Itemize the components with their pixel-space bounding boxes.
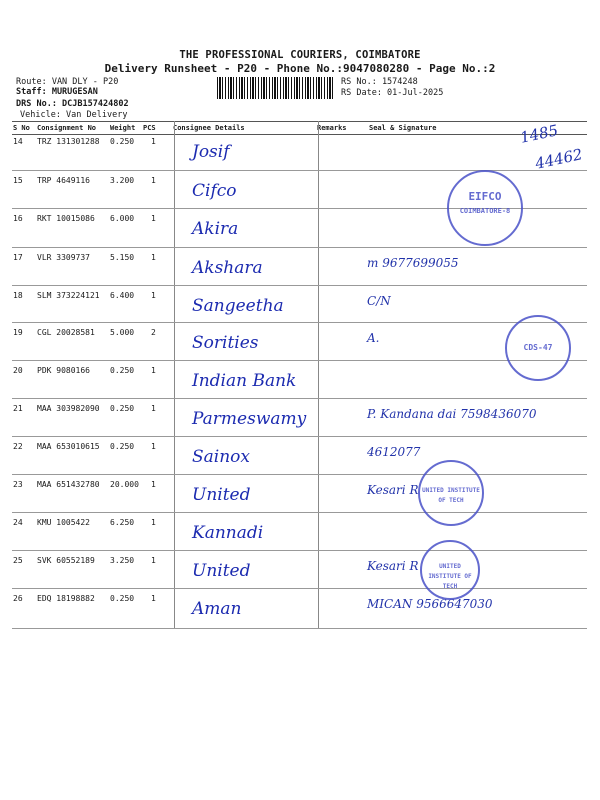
row-pcs: 1 [151,137,156,146]
feeding-stamp: CDS-47 [505,315,571,381]
row-pcs: 1 [151,556,156,565]
table-row [12,475,587,513]
table-row [12,437,587,475]
eifco-stamp-city: COIMBATORE-8 [459,207,511,215]
row-consignment-no: CGL 20028581 [37,328,95,337]
row-sno: 18 [13,291,23,300]
row-sno: 23 [13,480,23,489]
row-consignee-handwritten: Kannadi [192,523,264,543]
barcode [217,77,335,99]
row-consignee-handwritten: Akshara [192,258,263,278]
row-sno: 17 [13,253,23,262]
row-weight: 6.250 [110,518,135,527]
row-signature: Kesari R [367,483,419,497]
row-signature: m 9677699055 [367,256,459,270]
row-consignee-handwritten: Aman [192,599,242,619]
row-consignee-handwritten: Indian Bank [192,371,297,391]
col-seal: Seal & Signature [369,124,437,132]
col-consignment: Consignment No [37,124,97,132]
eifco-stamp-name: EIFCO [468,190,502,203]
row-pcs: 1 [151,480,156,489]
table-row [12,513,587,551]
row-divider [12,628,587,629]
row-consignee-handwritten: Akira [192,219,239,239]
row-consignment-no: MAA 653010615 [37,442,100,451]
row-consignee-handwritten: Sainox [192,447,250,467]
row-sno: 26 [13,594,23,603]
row-sno: 16 [13,214,23,223]
row-pcs: 1 [151,518,156,527]
row-weight: 5.000 [110,328,135,337]
row-sno: 14 [13,137,23,146]
col-consignee: Consignee Details [173,124,245,132]
row-sno: 15 [13,176,23,185]
row-sno: 20 [13,366,23,375]
united-stamp-2-text: UNITED INSTITUTE OF TECH [428,563,472,590]
row-signature: 4612077 [367,445,421,459]
row-weight: 0.250 [110,137,135,146]
united-stamp-2 [420,540,480,600]
row-consignee-handwritten: United [192,485,251,505]
row-consignment-no: VLR 3309737 [37,253,90,262]
drs-label: DRS No.: DCJB157424802 [16,99,129,109]
row-weight: 0.250 [110,404,135,413]
row-signature: MICAN 9566647030 [367,597,493,611]
row-sno: 21 [13,404,23,413]
row-weight: 6.000 [110,214,135,223]
row-consignment-no: TRZ 131301288 [37,137,100,146]
row-consignee-handwritten: Parmeswamy [192,409,307,429]
row-sno: 22 [13,442,23,451]
handwritten-note-1: 1485 [518,121,560,147]
table-row [12,589,587,629]
row-pcs: 1 [151,366,156,375]
row-sno: 19 [13,328,23,337]
row-weight: 6.400 [110,291,135,300]
row-pcs: 1 [151,176,156,185]
row-consignee-handwritten: United [192,561,251,581]
row-signature: Kesari R [367,559,419,573]
rs-date: RS Date: 01-Jul-2025 [341,88,444,98]
table-row [12,132,587,171]
row-weight: 5.150 [110,253,135,262]
table-row [12,361,587,399]
table-row [12,399,587,437]
row-signature: P. Kandana dai 7598436070 [367,407,537,421]
row-pcs: 1 [151,253,156,262]
row-signature: C/N [367,294,391,308]
handwritten-note-2: 44462 [533,145,585,173]
row-consignment-no: MAA 303982090 [37,404,100,413]
row-weight: 20.000 [110,480,139,489]
row-pcs: 1 [151,442,156,451]
row-weight: 3.250 [110,556,135,565]
staff-label: Staff: MURUGESAN [16,87,98,97]
table-row [12,248,587,286]
col-weight: Weight [110,124,136,132]
col-sno: S No [13,124,30,132]
row-sno: 25 [13,556,23,565]
eifco-stamp [447,170,523,246]
row-consignment-no: MAA 651432780 [37,480,100,489]
row-weight: 0.250 [110,442,135,451]
runsheet-title: THE PROFESSIONAL COURIERS, COIMBATORE [179,49,421,61]
route-label: Route: VAN DLY - P20 [16,77,119,87]
row-consignee-handwritten: Josif [192,142,230,162]
rs-number: RS No.: 1574248 [341,77,418,87]
row-consignment-no: EDQ 18198882 [37,594,95,603]
row-signature: A. [367,331,380,345]
row-pcs: 1 [151,404,156,413]
row-pcs: 1 [151,594,156,603]
row-pcs: 1 [151,214,156,223]
united-stamp-1-text: UNITED INSTITUTE OF TECH [422,487,480,504]
row-consignment-no: PDK 9080166 [37,366,90,375]
table-row [12,286,587,323]
vehicle-label: Vehicle: Van Delivery [20,110,128,120]
row-sno: 24 [13,518,23,527]
col-pcs: PCS [143,124,156,132]
united-stamp-1 [418,460,484,526]
row-consignment-no: TRP 4649116 [37,176,90,185]
row-consignee-handwritten: Sangeetha [192,296,284,316]
row-consignment-no: SVK 60552189 [37,556,95,565]
row-pcs: 1 [151,291,156,300]
col-remarks: Remarks [317,124,347,132]
row-consignment-no: RKT 10015086 [37,214,95,223]
row-pcs: 2 [151,328,156,337]
row-consignment-no: SLM 373224121 [37,291,100,300]
table-row [12,323,587,361]
table-row [12,551,587,589]
row-weight: 0.250 [110,366,135,375]
row-weight: 0.250 [110,594,135,603]
row-weight: 3.200 [110,176,135,185]
row-consignee-handwritten: Sorities [192,333,259,353]
row-consignee-handwritten: Cifco [192,181,237,201]
runsheet-subtitle: Delivery Runsheet - P20 - Phone No.:9047080280 - Page No.:2 [104,62,496,75]
row-consignment-no: KMU 1005422 [37,518,90,527]
